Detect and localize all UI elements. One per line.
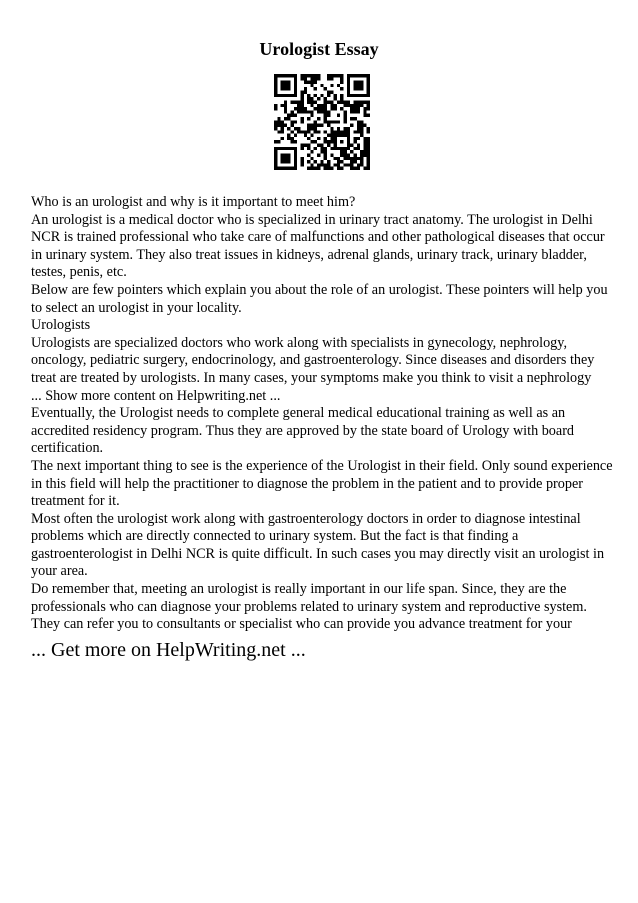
paragraph: Do remember that, meeting an urologist is really important in our life span. Since, they are the professionals who can diagnose your problems related to urinary system and reproductive system. They can refer you to consultants or specialist who can provide you advance treatment for your [31,581,587,633]
document-title: Urologist Essay [259,39,379,59]
essay-body [31,194,615,634]
paragraph: Below are few pointers which explain you about the role of an urologist. These pointers will help you to select an urologist in your locality. [31,281,608,316]
paragraph: The next important thing to see is the experience of the Urologist in their field. Only sound experience in this field will help the practitioner to diagnose the problem in the patient and to provide proper treatment for it. [31,457,613,510]
paragraph: Eventually, the Urologist needs to complete general medical educational training as well as an accredited residency program. Thus they are approved by the state board of Urology with board certification. [31,405,575,457]
paragraph: An urologist is a medical doctor who is specialized in urinary tract anatomy. The urologist in Delhi NCR is trained professional who take care of malfunctions and other pathological diseases that occur in urinary system. They also treat issues in kidneys, adrenal glands, urinary track, urinary bladder, testes, penis, etc. [31,211,605,281]
get-more-link[interactable]: ... Get more on HelpWriting.net ... [31,639,306,661]
paragraph: Urologists are specialized doctors who work along with specialists in gynecology, nephrology, oncology, pediatric surgery, endocrinology, and gastroenterology. Since diseases and disorders they treat are treated by urologists. In many cases, your symptoms make you think to visit a nephrology [31,334,595,386]
paragraph: Who is an urologist and why is it important to meet him? [31,194,356,210]
paragraph: Most often the urologist work along with gastroenterology doctors in order to diagnose intestinal problems which are directly connected to urinary system. But the fact is that finding a gastroenterologist in Delhi NCR is quite difficult. In such cases you may directly visit an urologist in your area. [31,510,605,580]
section-heading: Urologists [31,317,91,334]
show-more-link[interactable]: ... Show more content on Helpwriting.net ... [31,387,281,404]
qr-code-icon [274,74,370,170]
